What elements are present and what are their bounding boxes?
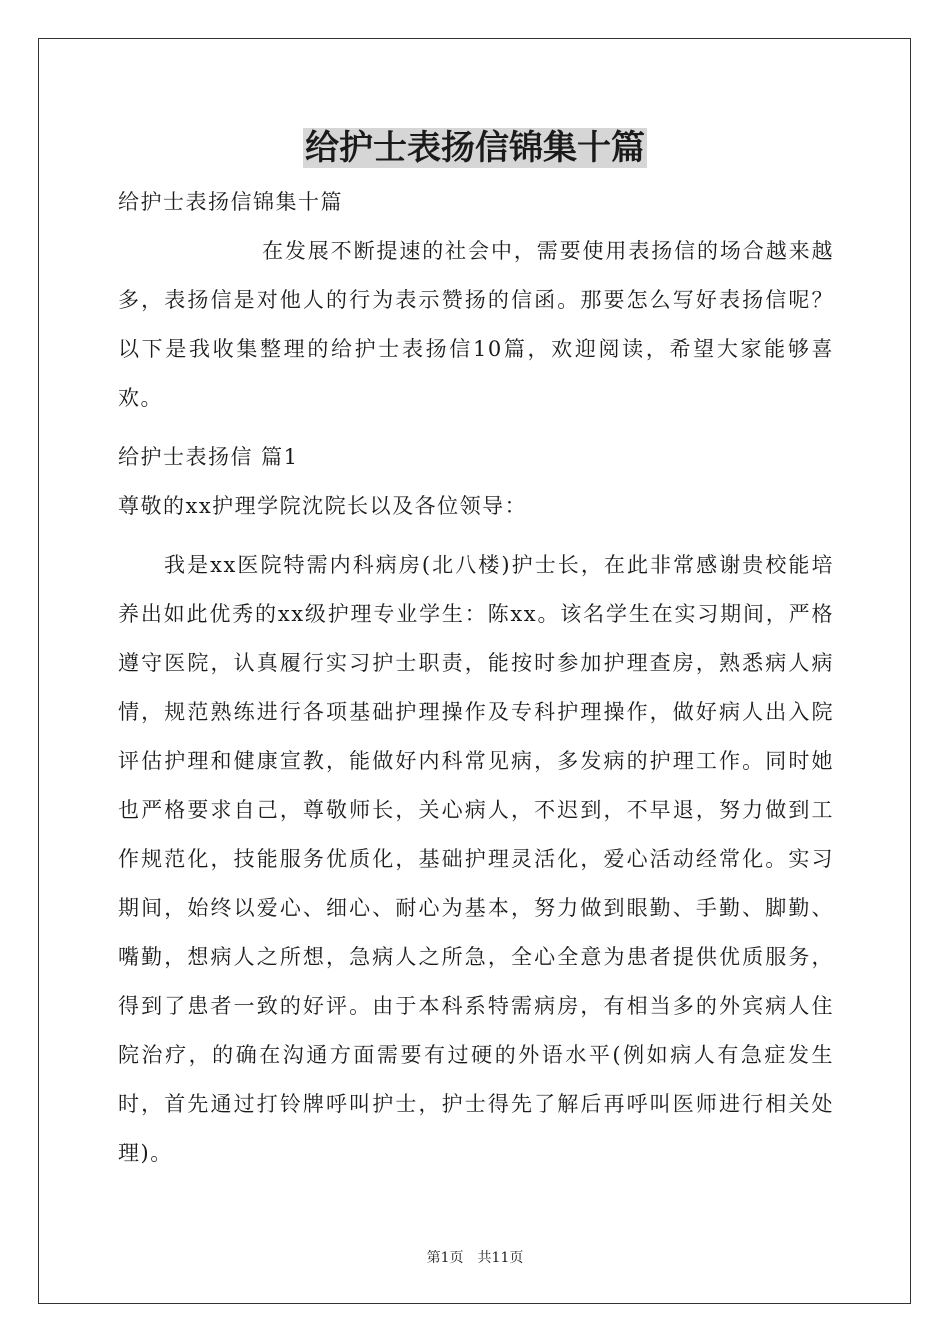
paragraph-letter-body: 我是xx医院特需内科病房(北八楼)护士长，在此非常感谢贵校能培养出如此优秀的xx级护理专业学生：陈xx。该名学生在实习期间，严格遵守医院，认真履行实习护士职责，能按时参加护理查房，熟悉病人病情，规范熟练进行各项基础护理操作及专科护理操作，做好病人出入院评估护理和健康宣教，能做好内科常见病，多发病的护理工作。同时她也严格要求自己，尊敬师长，关心病人，不迟到，不早退，努力做到工作规范化，技能服务优质化，基础护理灵活化，爱心活动经常化。实习期间，始终以爱心、细心、耐心为基本，努力做到眼勤、手勤、脚勤、嘴勤，想病人之所想，急病人之所急，全心全意为患者提供优质服务，得到了患者一致的好评。由于本科系特需病房，有相当多的外宾病人住院治疗，的确在沟通方面需要有过硬的外语水平(例如病人有急症发生时，首先通过打铃牌呼叫护士，护士得先了解后再呼叫医师进行相关处理)。 bbox=[118, 553, 834, 1165]
page-footer bbox=[0, 1248, 950, 1268]
paragraph-section-heading: 给护士表扬信 篇1 bbox=[118, 445, 299, 469]
document-title bbox=[0, 124, 950, 172]
paragraph-subtitle: 给护士表扬信锦集十篇 bbox=[118, 190, 343, 214]
document-title-text: 给护士表扬信锦集十篇 bbox=[305, 128, 645, 168]
paragraph-salutation: 尊敬的xx护理学院沈院长以及各位领导： bbox=[118, 494, 528, 518]
page-number: 第1页 共11页 bbox=[426, 1250, 524, 1266]
paragraph-intro: 在发展不断提速的社会中，需要使用表扬信的场合越来越多，表扬信是对他人的行为表示赞扬的信函。那要怎么写好表扬信呢？以下是我收集整理的给护士表扬信10篇，欢迎阅读，希望大家能够喜欢。 bbox=[118, 239, 834, 410]
document-body bbox=[118, 178, 834, 1188]
